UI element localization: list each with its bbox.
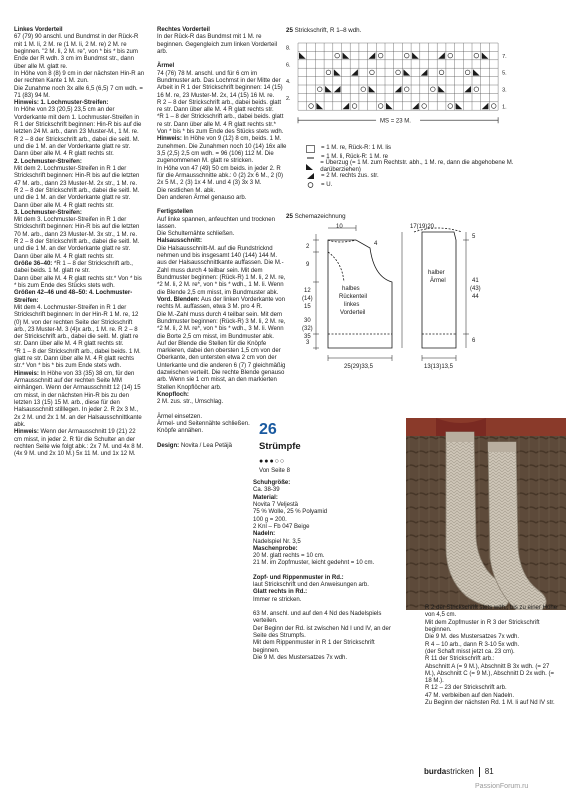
paragraph: 47 M. verbleiben auf den Nadeln. xyxy=(425,692,515,699)
row-label-left: 6. xyxy=(286,62,291,69)
paragraph: Die Zunahme noch 3x alle 6,5 (6,5) 7 cm wdh. = 71 (83) 94 M. xyxy=(14,85,143,99)
paragraph: R 2 – 8 der Strickschrift arb., dabei die seitl. M. und die 1 M. an der Vorderkante glatt re str. Dann über alle M. 4 R glatt rechts str. xyxy=(14,239,140,260)
paragraph: R 2 der Strickschrift stets wdh., bis zu einer Höhe von 4,5 cm. xyxy=(425,605,558,619)
chart-stitch-symbol xyxy=(386,103,393,109)
pattern-number: 26 xyxy=(259,421,277,438)
paragraph: Hinweis: Wenn der Armausschnitt 19 (21) 22 cm misst, in jeder 2. R für die Schulter an der rechten Seite wie folgt abk.: 2x 7 M. und 4x 8 M. (4x 9 M. und 2x 10 M.) 5x 11 M. und 1x 12 M. xyxy=(14,429,144,458)
legend-symbol-icon xyxy=(303,145,317,153)
dim-sleeve-bottom: 13(13)13,5 xyxy=(424,364,454,370)
dim-14: (14) xyxy=(302,296,313,302)
dim-15: 15 xyxy=(304,304,311,310)
paragraph: In der Rück-R das Bundmst mit 1 M. re beginnen. Gegengleich zum linken Vorderteil arb. xyxy=(157,34,278,55)
chart-stitch-symbol xyxy=(326,70,331,75)
dim-sleeve-top: 17(19)20 xyxy=(410,224,435,230)
paragraph: Die Schulternähte schließen. xyxy=(157,231,235,238)
paragraph: 2. Lochmuster-Streifen: xyxy=(14,158,82,165)
chart-stitch-symbol xyxy=(334,69,341,75)
dim-bottom: 25(29)33,5 xyxy=(344,364,374,370)
footer-brand: burda xyxy=(424,767,447,777)
paragraph: Mit dem 4. Lochmuster-Streifen in R 1 der Strickschrift beginnen: In der Hin-R 1 M. re, 12 (0) M. von der rechten Seite der Strickschrift arb., 23 Muster-M. 3 (4)x arb., 1 M. re. R 2 – 8 der Strickschrift arb., dabei die seitl. M. glatt re str. Dann über alle M. 4 R glatt rechts str. xyxy=(14,304,139,348)
paragraph: Die M.-Zahl muss durch 4 teilbar sein. Mit dem Bundmuster beginnen: (Rück-R) 3 M. li, 2 M. re, *2 M. li, 2 M. re*, von * bis * wdh., 3 M. li. Wenn die Borte 2,5 cm misst, im Bundmuster abk. xyxy=(157,311,286,340)
chart-stitch-symbol xyxy=(448,104,453,109)
chart-stitch-symbol xyxy=(438,86,445,92)
chart-stitch-symbol xyxy=(317,87,322,92)
dim-9: 9 xyxy=(306,262,310,268)
chart-stitch-symbol xyxy=(378,104,383,109)
socks-photo xyxy=(406,418,566,610)
chart-stitch-symbol xyxy=(378,53,383,58)
paragraph: In Höhe von 47 (49) 50 cm beids. in jeder 2. R für die Armausschnitte abk.: 0 (2) 2x 6 M., 2 (0) 2x 5 M., 2 (3) 1x 4 M. und 4 (3) 3x 3 M. xyxy=(157,165,284,187)
legend-row xyxy=(303,159,543,173)
chart-stitch-symbol xyxy=(369,52,376,58)
chart-stitch-symbol xyxy=(439,70,444,75)
dim-sleeve-5: 5 xyxy=(472,234,476,240)
paragraph: Nadeln: xyxy=(253,531,276,538)
chart-stitch-symbol xyxy=(325,86,332,92)
paragraph: Knopfloch: xyxy=(157,392,189,398)
paragraph: In Höhe von 8 (8) 9 cm in der nächsten Hin-R an der rechten Kante 1 M. zun. xyxy=(14,70,145,85)
paragraph: R 12 – 23 der Strickschrift arb. xyxy=(425,685,507,692)
schema-title: 25 Schemazeichnung xyxy=(286,213,346,220)
paragraph: 100 g = 200. xyxy=(253,516,287,523)
paragraph: Abschnitt A (= 9 M.), Abschnitt B 3x wdh. (= 27 M.), Abschnitt C (= 9 M.), Abschnitt D 2x wdh. (= 18 M.). xyxy=(425,663,555,685)
dim-32: (32) xyxy=(302,326,313,332)
page-reference: Von Seite 8 xyxy=(259,468,290,474)
legend-text: = 2 M. rechts zus. str. xyxy=(321,172,379,179)
ms-label: MS = 23 M. xyxy=(380,118,411,125)
paragraph: 75 % Wolle, 25 % Polyamid xyxy=(253,509,328,516)
chart-stitch-symbol xyxy=(448,53,453,58)
paragraph: Mit dem 2. Lochmuster-Streifen in R 1 der Strickschrift beginnen: Hin-R bis auf die letzten 47 M. arb., dann 23 Muster-M. 2x str., 1 M. re. xyxy=(14,165,140,187)
paragraph: 74 (76) 78 M. anschl. und für 6 cm im Bundmuster arb. Das Lochmst in der Mitte der Arbeit in R 1 der Strickschrift beginnen: 14 (15) 16 M. re, 23 Muster-M. 2x, 14 (15) 16 M. re. xyxy=(157,70,283,99)
paragraph: Vord. Blenden: Aus der linken Vorderkante von rechts M. auffassen, etwa 3 M. pro 4 R. xyxy=(157,296,285,311)
chart-stitch-symbol xyxy=(456,103,463,109)
column-socks-instructions xyxy=(425,605,561,707)
paragraph: Knöpfe annähen. xyxy=(157,428,204,435)
paragraph: Linkes Vorderteil xyxy=(14,27,63,33)
paragraph: In Höhe von 23 (20,5) 23,5 cm an der Vorderkante mit dem 1. Lochmuster-Streifen in R 1 der Strickschrift beginnen: Hin-R bis auf die letzten 24 M. arb., dann 23 Muster-M., 1 M. re. xyxy=(14,107,142,136)
paragraph: 2 Knl – Fb 047 Beige xyxy=(253,523,310,530)
chart-title: 25 Strickschrift, R 1–8 wdh. xyxy=(286,27,362,34)
paragraph: Halsausschnitt: xyxy=(157,238,203,245)
row-label-right: 1. xyxy=(502,104,507,111)
chart-stitch-symbol xyxy=(412,52,419,58)
dim-2: 2 xyxy=(306,244,310,250)
paragraph: Schuhgröße: xyxy=(253,480,291,486)
piece-label-1: halbes xyxy=(342,286,360,292)
knitting-chart xyxy=(284,38,554,142)
dim-6: 6 xyxy=(472,338,476,344)
chart-stitch-symbol xyxy=(370,70,375,75)
paragraph: Hinweis: In Höhe von 9 (12) 8 cm, beids. 1 M. zunehmen. Die Zunahmen noch 10 (14) 16x alle 3,5 (2,5) 2,5 cm wdh. = 96 (106) 112 M. Die zugenommenen M. glatt re stricken. xyxy=(157,136,287,165)
paragraph: Die 9 M. des Mustersatzes 7x wdh. xyxy=(425,634,520,641)
chart-stitch-symbol xyxy=(334,86,341,92)
page-footer xyxy=(424,767,494,777)
difficulty-dots: ●●●○○ xyxy=(259,458,286,465)
row-label-left: 2. xyxy=(286,95,291,102)
paragraph: 3. Lochmuster-Streifen: xyxy=(14,209,82,216)
dim-12: 12 xyxy=(304,288,311,294)
dim-35: 35 xyxy=(304,334,311,340)
paragraph: Ärmel xyxy=(157,63,175,70)
paragraph: Hinweis: In Höhe von 33 (35) 38 cm, für den Armausschnitt auf der rechten Seite MM einhängen. Wenn der Armausschnitt 12 (14) 15 cm misst, in der nächsten Hin-R bis zu den letzten 13 (15) 15 M. arb., diese für den Halsausschnitt stilllegen. In jeder 2. R 2x 3 M., 2x 2 M. und 2x 1 M. an der Halsausschnittkante abk. xyxy=(14,370,142,428)
legend-symbol-icon xyxy=(303,181,317,189)
chart-stitch-symbol xyxy=(404,53,409,58)
paragraph: laut Strickschrift und den Anweisungen arb. xyxy=(253,582,369,589)
row-label-left: 8. xyxy=(286,45,291,52)
paragraph: Ärmel- und Seitennähte schließen. xyxy=(157,420,250,427)
paragraph: Zopf- und Rippenmuster in Rd.: xyxy=(253,574,344,581)
column-left-front xyxy=(14,27,145,458)
piece-label-2: Rückenteil xyxy=(339,294,368,300)
row-label-right: 5. xyxy=(502,70,507,77)
paragraph: R 11 der Strickschrift arb.: xyxy=(425,656,495,663)
chart-stitch-symbol xyxy=(343,103,350,109)
paragraph: Material: xyxy=(253,494,278,501)
chart-stitch-symbol xyxy=(465,70,470,75)
column-socks-materials xyxy=(253,480,398,662)
chart-stitch-symbol xyxy=(369,86,376,92)
dim-41: 41 xyxy=(472,278,479,284)
chart-stitch-symbol xyxy=(474,87,479,92)
dim-30: 30 xyxy=(304,318,311,324)
paragraph: 20 M. glatt rechts = 10 cm. xyxy=(253,553,325,560)
chart-stitch-symbol xyxy=(343,52,350,58)
legend-text: = 1 M. re, Rück-R: 1 M. lis xyxy=(321,144,392,151)
dim-top-2: 10 xyxy=(336,224,343,230)
paragraph: Design: Novita / Lea Petäjä xyxy=(157,442,232,449)
chart-stitch-symbol xyxy=(404,87,409,92)
footer-section: stricken xyxy=(446,767,474,777)
paragraph: R 2 – 8 der Strickschrift arb., dabei beids. glatt re str. Dann über alle M. 4 R glatt rechts str. xyxy=(157,99,282,114)
watermark: PassionForum.ru xyxy=(475,783,529,790)
legend-symbol-icon xyxy=(303,163,316,171)
chart-stitch-symbol xyxy=(473,69,480,75)
paragraph: Auf linke spannen, anfeuchten und trocknen lassen. xyxy=(157,216,275,230)
paragraph: Hinweis: 1. Lochmuster-Streifen: xyxy=(14,100,109,107)
chart-stitch-symbol xyxy=(309,104,314,109)
piece-label-3: linkes xyxy=(344,302,360,308)
row-label-right: 3. xyxy=(502,87,507,94)
paragraph: Auf der Blende die Stellen für die Knöpfe markieren, dabei den obersten 1,5 cm von der Oberkante, den untersten etwa 2 cm von der Unterkante und die anderen 6 (7) 7 gleichmäßig dazwischen verteilt. Die rechte Blende genauso arb. Wenn sie 1 cm misst, an den markierten Stellen Knopflöcher arb. xyxy=(157,340,286,391)
paragraph: R 2 – 8 der Strickschrift arb., dabei die seitl. M. und die 1 M. an der Vorderkante glatt re str. Dann über alle M. 4 R glatt rechts str. xyxy=(14,187,140,209)
paragraph: R 4 – 10 arb., dann R 3-10 5x wdh. xyxy=(425,641,520,648)
dim-3: 3 xyxy=(306,340,310,346)
paragraph: Mit dem Rippenmuster in R 1 der Strickschrift beginnen. xyxy=(253,640,375,654)
row-label-left: 4. xyxy=(286,79,291,86)
legend-symbol-icon xyxy=(303,172,317,180)
chart-stitch-symbol xyxy=(396,70,401,75)
legend-text: = 1 M. li, Rück-R: 1 M. re xyxy=(321,154,389,161)
chart-stitch-symbol xyxy=(431,87,436,92)
paragraph: Die restlichen M. abk. xyxy=(157,187,216,194)
paragraph: R 2 – 8 der Strickschrift arb., dabei die seitl. M. und die 1 M. an der Vorderkante glatt re str. Dann über alle M. 4 R glatt rechts str. xyxy=(14,136,140,158)
legend-symbol-icon xyxy=(303,154,317,162)
column-right-front-sleeve xyxy=(157,27,287,450)
chart-stitch-symbol xyxy=(421,69,428,75)
legend-row xyxy=(303,181,543,190)
paragraph: *R 1 – 8 der Strickschrift arb., dabei beids. 1 M. glatt re str. Dann über alle M. 4 R glatt rechts str.* Von * bis * bis zum Ende stets wdh. xyxy=(14,348,141,370)
paragraph: Dann über alle M. 4 R glatt rechts str.* Von * bis * bis zum Ende des Stücks stets wdh. xyxy=(14,275,142,289)
paragraph: 67 (79) 90 anschl. und Bundmst in der Rück-R mit 1 M. li, 2 M. re (1 M. li, 2 M. re) 2 M. re beginnen. "2 M. li, 2 M. re", von * bis * bis zum Ende der R wdh. 3 cm im Bundmst str., dann über alle M. glatt re. xyxy=(14,34,139,70)
paragraph: Mit dem Zopfmuster in R 3 der Strickschrift beginnen. xyxy=(425,619,540,633)
chart-stitch-symbol xyxy=(335,53,340,58)
paragraph: Glatt rechts in Rd.: xyxy=(253,589,308,596)
chart-stitch-symbol xyxy=(352,104,357,109)
legend-row xyxy=(303,144,543,153)
chart-stitch-symbol xyxy=(482,52,489,58)
dim-44: 44 xyxy=(472,294,479,300)
paragraph: Zu Beginn der nächsten Rd. 1 M. li auf Nd IV str. xyxy=(425,700,555,707)
paragraph: Der Beginn der Rd. ist zwischen Nd I und IV, an der Seite des Strumpfs. xyxy=(253,625,391,639)
chart-stitch-symbol xyxy=(482,103,489,109)
page-number: 81 xyxy=(484,767,494,777)
paragraph: Nadelspiel Nr. 3,5 xyxy=(253,538,301,545)
paragraph: Größen 42–46 und 48–50: 4. Lochmuster-Streifen: xyxy=(14,290,133,304)
chart-stitch-symbol xyxy=(474,53,479,58)
chart-stitch-symbol xyxy=(438,52,445,58)
chart-legend xyxy=(303,144,543,190)
dim-4: 4 xyxy=(374,241,378,247)
sleeve-label-2: Ärmel xyxy=(430,278,446,284)
chart-stitch-symbol xyxy=(491,104,496,109)
paragraph: Die 9 M. des Mustersatzes 7x wdh. xyxy=(253,654,348,661)
chart-stitch-symbol xyxy=(422,104,427,109)
schematic-drawing xyxy=(284,222,554,422)
paragraph: Rechtes Vorderteil xyxy=(157,27,210,33)
legend-text: = Überzug (= 1 M. zum Rechtstr. abh., 1 M. re, dann die abgehobene M. darüberziehen) xyxy=(320,159,514,173)
piece-label-4: Vorderteil xyxy=(340,310,366,316)
dim-43: (43) xyxy=(470,286,481,292)
paragraph: Mit dem 3. Lochmuster-Streifen in R 1 der Strickschrift beginnen: Hin-R bis auf die letzten 70 M. arb., dann 23 Muster-M. 3x str., 1 M. re. xyxy=(14,217,140,238)
chart-stitch-symbol xyxy=(316,103,323,109)
paragraph: Immer re stricken. xyxy=(253,596,302,603)
chart-stitch-symbol xyxy=(412,103,419,109)
paragraph: 63 M. anschl. und auf den 4 Nd des Nadelspiels verteilen. xyxy=(253,611,382,625)
paragraph: Ca. 38-39 xyxy=(253,487,280,494)
paragraph: Fertigstellen xyxy=(157,209,193,216)
legend-text: = U. xyxy=(321,181,333,188)
paragraph: *R 1 – 8 der Strickschrift arb., dabei beids. glatt re str. Dann über alle M. 4 R glatt rechts str.* Von * bis * bis zum Ende des Stücks stets wdh. xyxy=(157,114,284,136)
paragraph: Den anderen Ärmel genauso arb. xyxy=(157,194,247,201)
chart-stitch-symbol xyxy=(464,86,471,92)
paragraph: Novita 7 Veljestä xyxy=(253,501,299,508)
paragraph: 21 M. im Zopfmuster, leicht gedehnt = 10 cm. xyxy=(253,560,375,567)
sleeve-label-1: halber xyxy=(428,270,445,276)
chart-stitch-symbol xyxy=(351,69,358,75)
paragraph: Ärmel einsetzen. xyxy=(157,413,203,420)
paragraph: 2 M. zus. str., Umschlag. xyxy=(157,399,224,406)
paragraph: Maschenprobe: xyxy=(253,545,298,552)
paragraph: Die Halsausschnitt-M. auf die Rundstricknd nehmen und bis insgesamt 140 (144) 144 M. aus der Halsausschnittkante auffassen. Die M.-Zahl muss durch 4 teilbar sein. Mit dem Bundmuster beginnen: (Rück-R) 1 M. li, 2 M. re, *2 M. li, 2 M. re*, von * bis * wdh., 1 M. li. Wenn die Blende 2,5 cm misst, im Bundmuster abk. xyxy=(157,245,286,296)
chart-stitch-symbol xyxy=(395,86,402,92)
chart-stitch-symbol xyxy=(299,52,306,58)
paragraph: (der Schaft misst jetzt ca. 23 cm). xyxy=(425,648,515,655)
chart-stitch-symbol xyxy=(361,87,366,92)
chart-stitch-symbol xyxy=(403,69,410,75)
paragraph: Größe 36–40: *R 1 – 8 der Strickschrift arb., dabei beids. 1 M. glatt re str. xyxy=(14,261,133,275)
pattern-name: Strümpfe xyxy=(259,441,301,452)
row-label-right: 7. xyxy=(502,53,507,60)
